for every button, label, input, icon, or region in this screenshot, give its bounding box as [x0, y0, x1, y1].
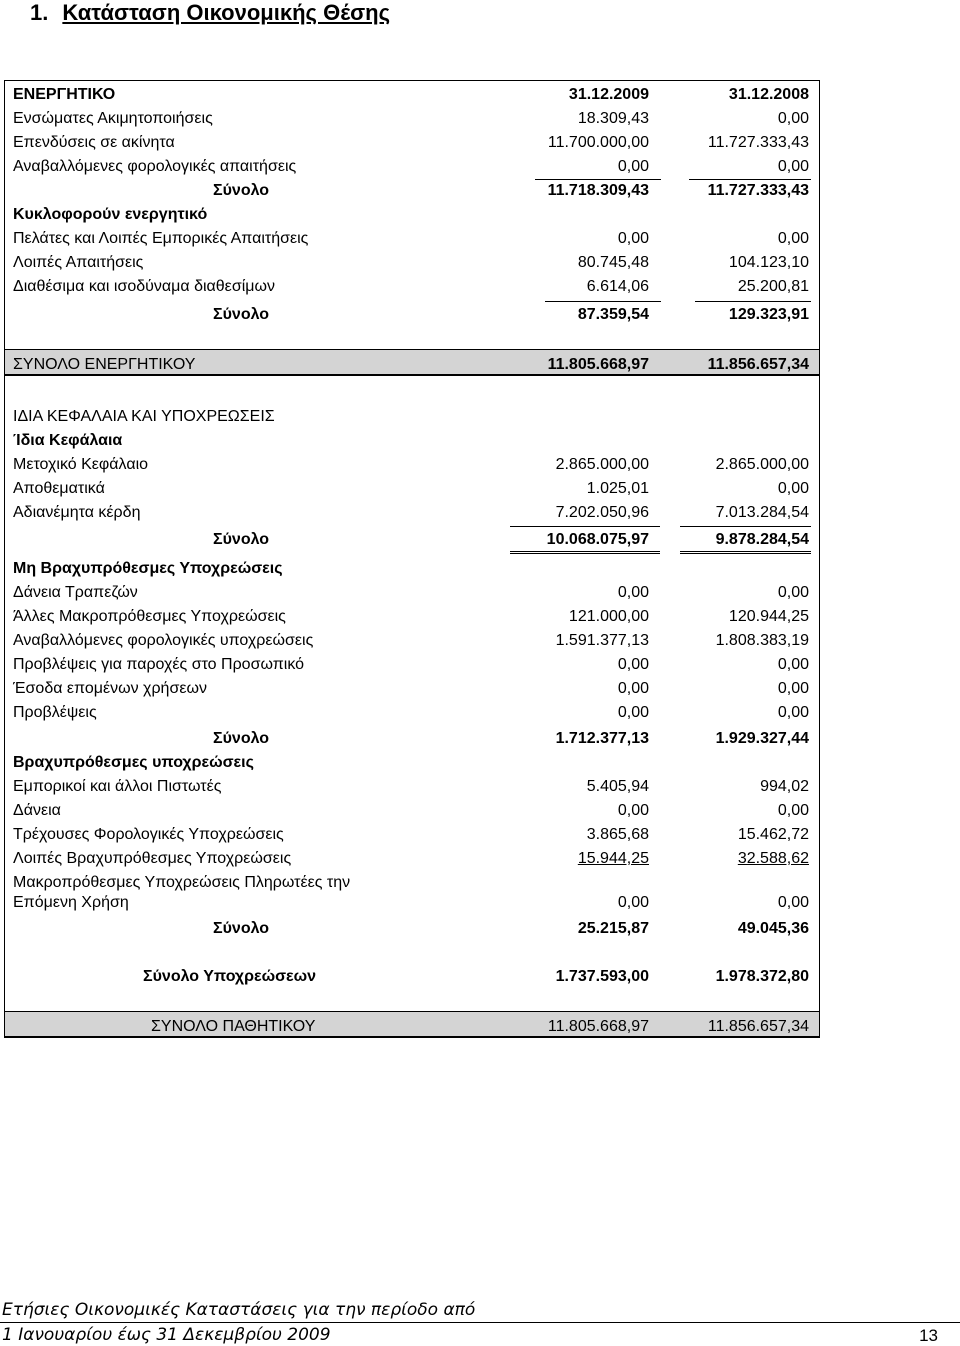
row-value-2009: 0,00 — [617, 158, 649, 175]
subtotal-line — [680, 526, 811, 527]
table-row — [5, 775, 819, 799]
table-row — [5, 107, 819, 131]
row-value-2009: 0,00 — [617, 894, 649, 911]
row-value-2009: 121.000,00 — [568, 608, 649, 625]
row-value-2008: 0,00 — [777, 110, 809, 127]
row-value-2009: 6.614,06 — [586, 278, 649, 295]
subtotal-row — [5, 303, 819, 327]
subtotal-line — [510, 526, 660, 527]
table-row — [5, 581, 819, 605]
row-label: Προβλέψεις — [13, 704, 97, 721]
liabilities-title: ΙΔΙΑ ΚΕΦΑΛΑΙΑ ΚΑΙ ΥΠΟΧΡΕΩΣΕΙΣ — [13, 408, 275, 425]
row-label: Προβλέψεις για παροχές στο Προσωπικό — [13, 656, 305, 673]
table-row — [5, 799, 819, 823]
row-value-2009: 3.865,68 — [586, 826, 649, 843]
current-assets-title: Κυκλοφορούν ενεργητικό — [13, 206, 208, 223]
header-col-2009: 31.12.2009 — [568, 86, 649, 103]
equity-title: Ίδια Κεφάλαια — [13, 432, 123, 449]
table-row — [5, 653, 819, 677]
table-row — [5, 677, 819, 701]
row-label: Επενδύσεις σε ακίνητα — [13, 134, 175, 151]
section-number: 1. — [30, 0, 49, 25]
row-label: Αποθεματικά — [13, 480, 105, 497]
subtotal-value-2009: 25.215,87 — [577, 920, 649, 937]
table-row — [5, 275, 819, 299]
section-title-row — [5, 557, 819, 581]
row-value-2009: 80.745,48 — [577, 254, 649, 271]
liabilities-grand-total-2009: 11.805.668,97 — [547, 1018, 649, 1035]
subtotal-value-2008: 11.727.333,43 — [707, 182, 809, 199]
row-value-2009: 1.025,01 — [586, 480, 649, 497]
row-value-2008: 0,00 — [777, 802, 809, 819]
row-value-2009: 0,00 — [617, 656, 649, 673]
row-value-2008: 32.588,62 — [737, 850, 809, 867]
row-value-2009: 0,00 — [617, 584, 649, 601]
row-label: Έσοδα επομένων χρήσεων — [13, 680, 207, 697]
row-value-2009: 5.405,94 — [586, 778, 649, 795]
row-value-2008: 120.944,25 — [728, 608, 809, 625]
row-value-2009: 15.944,25 — [577, 850, 649, 867]
table-row — [5, 501, 819, 525]
table-row — [5, 629, 819, 653]
row-value-2008: 0,00 — [777, 480, 809, 497]
header-col-2008: 31.12.2008 — [728, 86, 809, 103]
subtotal-value-2009: 11.718.309,43 — [547, 182, 649, 199]
row-value-2008: 0,00 — [777, 230, 809, 247]
subtotal-label: Σύνολο — [213, 306, 270, 323]
subtotal-value-2009: 87.359,54 — [577, 306, 649, 323]
table-row — [5, 605, 819, 629]
table-header-row — [5, 83, 819, 107]
subtotal-label: Σύνολο — [213, 730, 270, 747]
table-row — [5, 891, 819, 915]
footer-line-1: Ετήσιες Οικονομικές Καταστάσεις για την περίοδο από — [2, 1300, 476, 1320]
longterm-title: Μη Βραχυπρόθεσμες Υποχρεώσεις — [13, 560, 283, 577]
row-label: Αναβαλλόμενες φορολογικές υποχρεώσεις — [13, 632, 314, 649]
row-value-2009: 0,00 — [617, 680, 649, 697]
row-label: Δάνεια — [13, 802, 61, 819]
row-value-2008: 15.462,72 — [737, 826, 809, 843]
subtotal-line — [695, 301, 811, 302]
assets-grand-total-2008: 11.856.657,34 — [707, 356, 809, 373]
subtotal-row — [5, 528, 819, 552]
subtotal-label: Σύνολο — [213, 920, 270, 937]
row-value-2008: 1.808.383,19 — [715, 632, 809, 649]
liabilities-grand-total-label: ΣΥΝΟΛΟ ΠΑΘΗΤΙΚΟΥ — [151, 1018, 316, 1035]
row-value-2008: 0,00 — [777, 158, 809, 175]
row-label: Πελάτες και Λοιπές Εμπορικές Απαιτήσεις — [13, 230, 309, 247]
table-row — [5, 155, 819, 179]
footer-divider — [0, 1322, 960, 1323]
subtotal-value-2008: 49.045,36 — [737, 920, 809, 937]
row-label: Μετοχικό Κεφάλαιο — [13, 456, 149, 473]
page-number: 13 — [919, 1326, 938, 1345]
subtotal-value-2008: 129.323,91 — [728, 306, 809, 323]
subtotal-value-2008: 1.929.327,44 — [715, 730, 809, 747]
row-label: Διαθέσιμα και ισοδύναμα διαθεσίμων — [13, 278, 275, 295]
row-value-2008: 0,00 — [777, 894, 809, 911]
total-double-line — [510, 551, 660, 554]
row-value-2008: 11.727.333,43 — [707, 134, 809, 151]
table-row — [5, 227, 819, 251]
row-label: Εμπορικοί και άλλοι Πιστωτές — [13, 778, 222, 795]
row-label: Άλλες Μακροπρόθεσμες Υποχρεώσεις — [13, 608, 286, 625]
section-title-row — [5, 405, 819, 429]
subtotal-line — [545, 301, 661, 302]
liabilities-total-2009: 1.737.593,00 — [555, 968, 649, 985]
assets-grand-total-2009: 11.805.668,97 — [547, 356, 649, 373]
balance-sheet-table — [4, 80, 820, 1038]
row-label: Ενσώματες Ακιμητοποιήσεις — [13, 110, 213, 127]
footer-line-2: 1 Ιανουαρίου έως 31 Δεκεμβρίου 2009 — [2, 1325, 331, 1345]
row-label: Αναβαλλόμενες φορολογικές απαιτήσεις — [13, 158, 297, 175]
subtotal-row — [5, 179, 819, 203]
liabilities-total-label: Σύνολο Υποχρεώσεων — [143, 968, 317, 985]
table-row — [5, 251, 819, 275]
row-value-2009: 1.591.377,13 — [555, 632, 649, 649]
row-value-2009: 7.202.050,96 — [555, 504, 649, 521]
row-label: Λοιπές Απαιτήσεις — [13, 254, 144, 271]
table-row — [5, 453, 819, 477]
section-title: Κατάσταση Οικονομικής Θέσης — [62, 0, 391, 25]
row-value-2008: 7.013.284,54 — [715, 504, 809, 521]
row-value-2008: 2.865.000,00 — [715, 456, 809, 473]
table-row — [5, 701, 819, 725]
subtotal-value-2009: 1.712.377,13 — [555, 730, 649, 747]
liabilities-total-2008: 1.978.372,80 — [715, 968, 809, 985]
assets-grand-total-row — [5, 353, 819, 377]
row-value-2009: 0,00 — [617, 704, 649, 721]
row-value-2009: 11.700.000,00 — [547, 134, 649, 151]
row-label-continued: Επόμενη Χρήση — [13, 894, 129, 911]
row-label: Λοιπές Βραχυπρόθεσμες Υποχρεώσεις — [13, 850, 292, 867]
section-heading — [30, 0, 390, 26]
shortterm-title: Βραχυπρόθεσμες υποχρεώσεις — [13, 754, 254, 771]
row-label: Αδιανέμητα κέρδη — [13, 504, 141, 521]
row-value-2008: 994,02 — [760, 778, 809, 795]
row-value-2008: 104.123,10 — [728, 254, 809, 271]
subtotal-label: Σύνολο — [213, 182, 270, 199]
table-row — [5, 847, 819, 871]
row-value-2008: 0,00 — [777, 680, 809, 697]
liabilities-grand-total-2008: 11.856.657,34 — [707, 1018, 809, 1035]
assets-header-label: ΕΝΕΡΓΗΤΙΚΟ — [13, 86, 116, 103]
table-row — [5, 477, 819, 501]
section-title-row — [5, 429, 819, 453]
row-label: Μακροπρόθεσμες Υποχρεώσεις Πληρωτέες την — [13, 874, 351, 891]
table-row — [5, 131, 819, 155]
row-value-2008: 0,00 — [777, 656, 809, 673]
row-value-2009: 2.865.000,00 — [555, 456, 649, 473]
subtotal-label: Σύνολο — [213, 531, 270, 548]
table-row — [5, 823, 819, 847]
section-title-row — [5, 203, 819, 227]
liabilities-grand-total-row — [5, 1015, 819, 1039]
row-label: Δάνεια Τραπεζών — [13, 584, 138, 601]
row-value-2008: 0,00 — [777, 584, 809, 601]
row-label: Τρέχουσες Φορολογικές Υποχρεώσεις — [13, 826, 284, 843]
assets-grand-total-label: ΣΥΝΟΛΟ ΕΝΕΡΓΗΤΙΚΟΥ — [13, 356, 196, 373]
row-value-2009: 18.309,43 — [577, 110, 649, 127]
liabilities-total-row — [5, 965, 819, 989]
subtotal-row — [5, 917, 819, 941]
subtotal-value-2008: 9.878.284,54 — [715, 531, 809, 548]
subtotal-value-2009: 10.068.075,97 — [546, 531, 649, 548]
row-value-2008: 25.200,81 — [737, 278, 809, 295]
row-value-2009: 0,00 — [617, 802, 649, 819]
subtotal-row — [5, 727, 819, 751]
section-title-row — [5, 751, 819, 775]
total-double-line — [680, 551, 811, 554]
row-value-2008: 0,00 — [777, 704, 809, 721]
row-value-2009: 0,00 — [617, 230, 649, 247]
